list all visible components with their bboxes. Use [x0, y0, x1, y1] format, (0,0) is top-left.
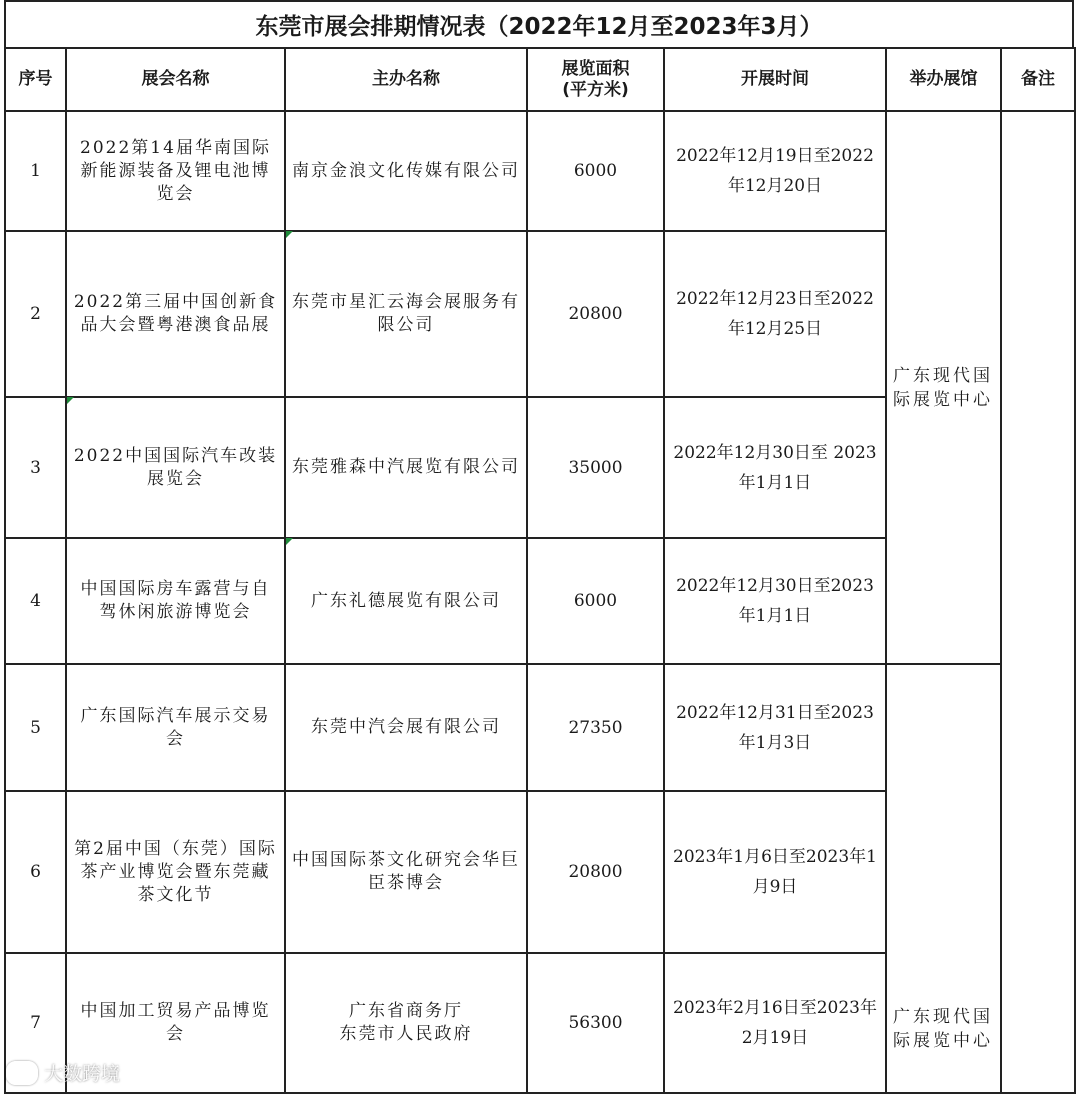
cell-area[interactable]: 56300 [527, 953, 664, 1093]
cell-organizer[interactable]: 南京金浪文化传媒有限公司 [285, 111, 527, 231]
cell-organizer[interactable]: 中国国际茶文化研究会华巨臣茶博会 [285, 791, 527, 953]
page-title: 东莞市展会排期情况表（2022年12月至2023年3月） [4, 0, 1074, 47]
cell-seq[interactable]: 5 [5, 664, 66, 791]
cell-seq[interactable]: 2 [5, 231, 66, 397]
cell-name[interactable]: 中国国际房车露营与自驾休闲旅游博览会 [66, 538, 285, 664]
cell-organizer[interactable]: 东莞市星汇云海会展服务有限公司 [285, 231, 527, 397]
watermark-text: 大数跨境 [44, 1063, 121, 1085]
comment-marker[interactable] [67, 397, 74, 404]
header-venue[interactable]: 举办展馆 [886, 48, 1001, 111]
cell-seq[interactable]: 1 [5, 111, 66, 231]
organizer-line-2: 东莞市人民政府 [339, 1024, 473, 1044]
cell-time[interactable]: 2022年12月23日至2022年12月25日 [664, 231, 886, 397]
header-organizer[interactable]: 主办名称 [285, 48, 527, 111]
cell-time[interactable]: 2022年12月30日至2023年1月1日 [664, 538, 886, 664]
cell-seq[interactable]: 4 [5, 538, 66, 664]
cell-time[interactable]: 2022年12月19日至2022年12月20日 [664, 111, 886, 231]
comment-marker[interactable] [286, 231, 293, 238]
cell-area[interactable]: 20800 [527, 231, 664, 397]
cell-area[interactable]: 20800 [527, 791, 664, 953]
cell-name[interactable]: 2022第三届中国创新食品大会暨粤港澳食品展 [66, 231, 285, 397]
header-area-line1: 展览面积 [561, 58, 630, 79]
header-time[interactable]: 开展时间 [664, 48, 886, 111]
cell-area[interactable]: 6000 [527, 111, 664, 231]
cell-organizer[interactable]: 东莞中汽会展有限公司 [285, 664, 527, 791]
header-seq[interactable]: 序号 [5, 48, 66, 111]
cell-seq[interactable]: 7 [5, 953, 66, 1093]
organizer-line-1: 广东省商务厅 [349, 1001, 463, 1021]
table-row [5, 664, 1075, 791]
cell-name[interactable]: 中国加工贸易产品博览会 [66, 953, 285, 1093]
watermark-logo-icon [6, 1061, 38, 1085]
cell-seq[interactable]: 3 [5, 397, 66, 538]
cell-area[interactable]: 27350 [527, 664, 664, 791]
cell-time[interactable]: 2023年1月6日至2023年1月9日 [664, 791, 886, 953]
exhibition-table [4, 47, 1076, 1094]
cell-organizer[interactable] [285, 953, 527, 1093]
cell-name[interactable]: 广东国际汽车展示交易会 [66, 664, 285, 791]
cell-venue-group-1[interactable]: 广东现代国际展览中心 [886, 111, 1001, 664]
cell-name[interactable]: 2022中国国际汽车改装展览会 [66, 397, 285, 538]
cell-area[interactable]: 35000 [527, 397, 664, 538]
cell-venue-group-2[interactable]: 广东现代国际展览中心 [886, 664, 1001, 1093]
cell-area[interactable]: 6000 [527, 538, 664, 664]
table-row [5, 111, 1075, 231]
cell-name[interactable]: 第2届中国（东莞）国际茶产业博览会暨东莞藏茶文化节 [66, 791, 285, 953]
header-row [5, 48, 1075, 111]
header-area-line2: (平方米) [562, 79, 629, 100]
watermark [6, 1059, 120, 1086]
spreadsheet-frame [4, 0, 1074, 1092]
cell-time[interactable]: 2022年12月30日至 2023年1月1日 [664, 397, 886, 538]
cell-seq[interactable]: 6 [5, 791, 66, 953]
cell-time[interactable]: 2022年12月31日至2023年1月3日 [664, 664, 886, 791]
cell-organizer[interactable]: 东莞雅森中汽展览有限公司 [285, 397, 527, 538]
cell-name[interactable]: 2022第14届华南国际新能源装备及锂电池博览会 [66, 111, 285, 231]
header-name[interactable]: 展会名称 [66, 48, 285, 111]
cell-remark[interactable] [1001, 111, 1075, 1093]
cell-organizer[interactable]: 广东礼德展览有限公司 [285, 538, 527, 664]
header-area[interactable] [527, 48, 664, 111]
header-remark[interactable]: 备注 [1001, 48, 1075, 111]
cell-time[interactable]: 2023年2月16日至2023年2月19日 [664, 953, 886, 1093]
comment-marker[interactable] [286, 538, 293, 545]
